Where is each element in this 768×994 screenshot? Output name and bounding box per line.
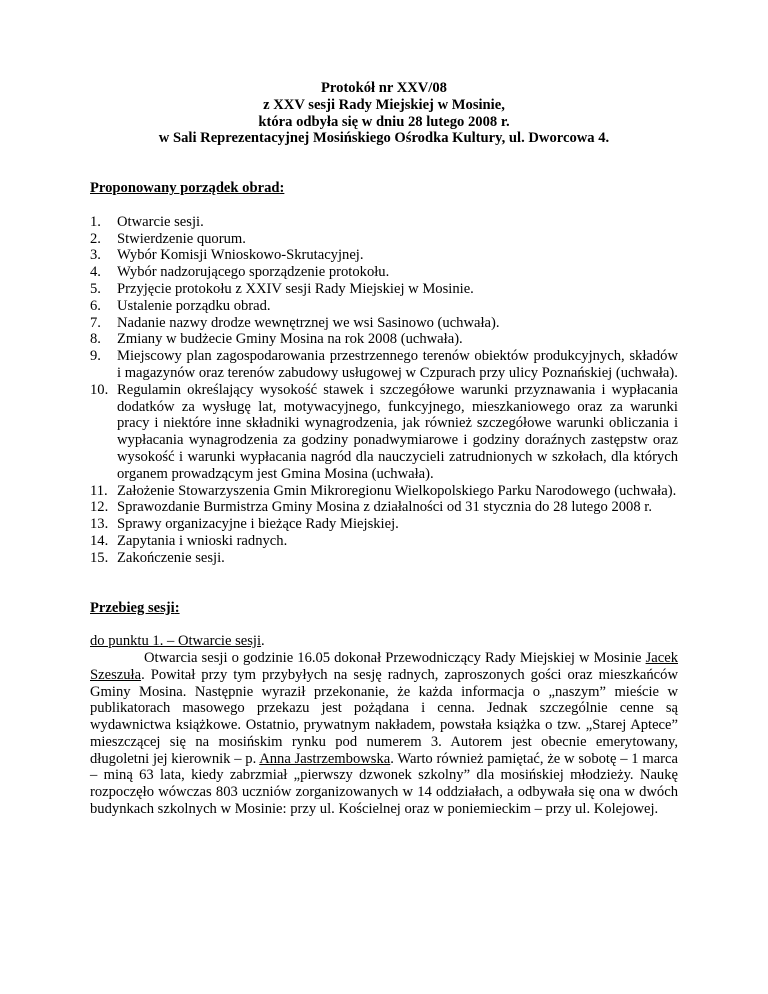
agenda-item: [90, 382, 678, 483]
document-page: [90, 80, 678, 818]
agenda-title-text: Proponowany porządek obrad: [90, 180, 280, 197]
agenda-item-number: 10.: [90, 381, 109, 398]
proceedings-title-colon: :: [174, 599, 180, 616]
agenda-item-text: Nadanie nazwy drodze wewnętrznej we wsi Sasinowo (uchwała).: [117, 314, 500, 331]
agenda-item-number: 1.: [90, 213, 101, 230]
agenda-item-number: 6.: [90, 297, 101, 314]
agenda-item: [90, 247, 678, 264]
agenda-item-number: 4.: [90, 264, 101, 281]
author-name: Anna Jastrzembowska: [259, 750, 391, 767]
agenda-item: [90, 264, 678, 281]
agenda-title: [90, 180, 678, 197]
agenda-item-text: Zapytania i wnioski radnych.: [117, 532, 288, 549]
agenda-item-text: Miejscowy plan zagospodarowania przestrzennego terenów obiektów produkcyjnych, składów i magazynów oraz terenów zabudowy usługowej w Czpurach przy ulicy Poznańskiej (uchwała).: [117, 348, 678, 381]
point-1-heading-period: .: [261, 633, 265, 650]
agenda-item-number: 15.: [90, 549, 109, 566]
agenda-item-text: Wybór Komisji Wnioskowo-Skrutacyjnej.: [117, 247, 364, 264]
proceedings-title-text: Przebieg sesji: [90, 599, 175, 616]
agenda-item-number: 2.: [90, 230, 101, 247]
agenda-item-text: Przyjęcie protokołu z XXIV sesji Rady Miejskiej w Mosinie.: [117, 280, 474, 297]
point-1-heading-text: do punktu 1. – Otwarcie sesji: [90, 633, 262, 650]
agenda-item-number: 13.: [90, 516, 109, 533]
agenda-item-text: Ustalenie porządku obrad.: [117, 297, 271, 314]
agenda-item-number: 11.: [90, 482, 108, 499]
agenda-item: [90, 331, 678, 348]
agenda-item-number: 8.: [90, 331, 101, 348]
agenda-item-text: Założenie Stowarzyszenia Gmin Mikroregionu Wielkopolskiego Parku Narodowego (uchwała).: [117, 482, 677, 499]
agenda-item: [90, 315, 678, 332]
session-name: z XXV sesji Rady Miejskiej w Mosinie,: [263, 96, 505, 113]
agenda-item-number: 12.: [90, 499, 109, 516]
agenda-item-text: Otwarcie sesji.: [117, 213, 204, 230]
document-header: [90, 80, 678, 147]
agenda-item: [90, 298, 678, 315]
agenda-item: [90, 533, 678, 550]
point-1-paragraph: [90, 650, 678, 818]
agenda-item-text: Zmiany w budżecie Gminy Mosina na rok 2008 (uchwała).: [117, 331, 463, 348]
agenda-item: [90, 550, 678, 567]
agenda-item-text: Stwierdzenie quorum.: [117, 230, 246, 247]
session-date: która odbyła się w dniu 28 lutego 2008 r.: [258, 113, 510, 130]
agenda-item-text: Sprawy organizacyjne i bieżące Rady Miejskiej.: [117, 516, 399, 533]
chairman-name: Jacek Szeszuła: [90, 649, 678, 683]
agenda-item-text: Regulamin określający wysokość stawek i szczegółowe warunki przyznawania i wypłacania dodatków za wysługę lat, motywacyjnego, funkcyjnego, mieszkaniowego oraz za warunki pracy i niektóre inne składniki wynagrodzenia, jak również szczegółowe warunki obliczania i wypłacania wynagrodzenia za godziny ponadwymiarowe i godziny doraźnych zastępstw oraz wysokość i warunki wypłacania nagród dla nauczycieli zatrudnionych w szkołach, dla których organem prowadzącym jest Gmina Mosina (uchwała).: [117, 381, 678, 482]
agenda-item-number: 9.: [90, 348, 101, 365]
agenda-item: [90, 499, 678, 516]
agenda-item-text: Zakończenie sesji.: [117, 549, 225, 566]
agenda-item: [90, 516, 678, 533]
paragraph-text: . Warto również pamiętać, że w sobotę – 1 marca – miną 63 lata, kiedy zabrzmiał „pierwszy dzwonek szkolny” dla mosińskiej młodzieży. Naukę rozpoczęło wówczas 803 uczniów zorganizowanych w 14 oddziałach, a odbywała się ona w dwóch budynkach szkolnych w Mosinie: przy ul. Kościelnej oraz w poniemieckim – przy ul. Kolejowej.: [90, 750, 678, 818]
agenda-item: [90, 214, 678, 231]
agenda-item-number: 7.: [90, 314, 101, 331]
agenda-item-text: Sprawozdanie Burmistrza Gminy Mosina z działalności od 31 stycznia do 28 lutego 2008 r.: [117, 499, 652, 516]
agenda-item-number: 3.: [90, 247, 101, 264]
agenda-item: [90, 483, 678, 500]
agenda-item-number: 5.: [90, 280, 101, 297]
agenda-item: [90, 281, 678, 298]
paragraph-text: Otwarcia sesji o godzinie 16.05 dokonał Przewodniczący Rady Miejskiej w Mosinie: [144, 649, 646, 666]
agenda-list: [90, 214, 678, 567]
agenda-item: [90, 231, 678, 248]
paragraph-text: . Powitał przy tym przybyłych na sesję radnych, zaproszonych gości oraz mieszkańców Gminy Mosina. Następnie wyraził przekonanie, że każda informacja o „naszym” mieście w publikatorach masowego przekazu jest pożądana i cenna. Jednak szczególnie cenne są wydawnictwa książkowe. Ostatnio, prywatnym nakładem, powstała książka o tzw. „Starej Aptece” mieszczącej się na mosińskim rynku pod numerem 3. Autorem jest obecnie emerytowany, długoletni jej kierownik – p.: [90, 666, 678, 767]
session-location: w Sali Reprezentacyjnej Mosińskiego Ośrodka Kultury, ul. Dworcowa 4.: [158, 130, 610, 147]
agenda-item-number: 14.: [90, 532, 109, 549]
proceedings-title: [90, 600, 678, 617]
agenda-item-text: Wybór nadzorującego sporządzenie protokołu.: [117, 264, 390, 281]
protocol-number: Protokół nr XXV/08: [321, 80, 447, 96]
point-1-heading: [90, 633, 678, 650]
agenda-item: [90, 348, 678, 382]
agenda-title-colon: :: [279, 180, 285, 197]
